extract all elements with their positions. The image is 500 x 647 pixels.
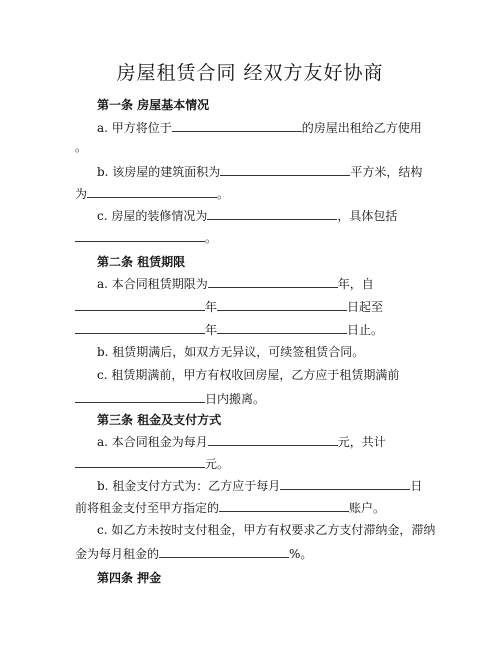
clause-text: 金为每月租金的 [75, 547, 160, 561]
fill-blank-address[interactable] [172, 120, 302, 132]
clause-text: a. 本合同租赁期限为 [97, 277, 208, 291]
clause-text: 前将租金支付至甲方指定的 [75, 501, 220, 515]
article-3-clause-b [97, 478, 422, 493]
fill-blank-monthly-rent[interactable] [208, 434, 338, 446]
clause-text: c. 租赁期满前，甲方有权收回房屋，乙方应于租赁期满前 [97, 368, 400, 382]
clause-text: a. 本合同租金为每月 [97, 435, 208, 449]
clause-text: 。 [217, 187, 230, 201]
fill-blank-decoration-detail[interactable] [75, 230, 205, 242]
clause-text: 日起至 [347, 300, 384, 314]
article-2-heading: 第二条 租赁期限 [97, 255, 186, 269]
article-2-clause-a [97, 276, 374, 291]
clause-text: 账户。 [349, 501, 386, 515]
fill-blank-start-date[interactable] [217, 299, 347, 311]
clause-text: c. 房屋的装修情况为 [97, 209, 208, 223]
clause-text: c. 如乙方未按时支付租金，甲方有权要求乙方支付滞纳金，滞纳 [97, 523, 436, 537]
fill-blank-start-year[interactable] [75, 299, 205, 311]
document-title: 房屋租赁合同 经双方友好协商 [116, 62, 384, 84]
clause-text: a. 甲方将位于 [97, 121, 172, 135]
article-3-clause-a-cont [75, 456, 229, 471]
clause-text: ，具体包括 [337, 209, 398, 223]
clause-text: 日 [410, 479, 423, 493]
fill-blank-move-out-days[interactable] [75, 391, 205, 403]
article-3-clause-c-cont [75, 546, 312, 561]
clause-text: b. 租赁期满后，如双方无异议，可续签租赁合同。 [97, 345, 365, 359]
clause-text: 年，自 [337, 277, 374, 291]
clause-text: 元，共计 [337, 435, 386, 449]
article-1-clause-a [97, 120, 422, 135]
clause-text: 。 [205, 231, 218, 245]
fill-blank-area[interactable] [220, 164, 350, 176]
article-4-heading: 第四条 押金 [97, 571, 162, 585]
article-2-clause-b [97, 345, 364, 359]
article-2-clause-a-start [75, 299, 383, 314]
fill-blank-payment-day[interactable] [280, 478, 410, 490]
article-3-heading: 第三条 租金及支付方式 [97, 413, 222, 427]
fill-blank-end-date[interactable] [217, 322, 347, 334]
fill-blank-term-years[interactable] [208, 276, 338, 288]
clause-text: b. 该房屋的建筑面积为 [97, 165, 221, 179]
article-2-clause-c-cont [75, 391, 265, 406]
clause-text: 的房屋出租给乙方使用 [301, 121, 422, 135]
fill-blank-late-fee-rate[interactable] [159, 546, 289, 558]
clause-text: 日内搬离。 [205, 392, 266, 406]
clause-text: 为 [75, 187, 88, 201]
fill-blank-total-rent[interactable] [75, 456, 205, 468]
article-3-clause-c [97, 523, 435, 537]
fill-blank-decoration[interactable] [207, 208, 337, 220]
article-3-clause-a [97, 434, 386, 449]
article-1-clause-b [97, 164, 422, 179]
clause-text: 平方米，结构 [350, 165, 423, 179]
fill-blank-account[interactable] [219, 500, 349, 512]
article-1-clause-c-cont [75, 230, 217, 245]
clause-text: b. 租金支付方式为：乙方应于每月 [97, 479, 281, 493]
article-2-clause-a-end [75, 322, 383, 337]
article-1-clause-c [97, 208, 397, 223]
clause-text: 。 [75, 140, 88, 154]
clause-text: 日止。 [347, 323, 384, 337]
fill-blank-end-year[interactable] [75, 322, 205, 334]
clause-text: 年 [205, 300, 218, 314]
article-3-clause-b-cont [75, 500, 385, 515]
article-1-heading: 第一条 房屋基本情况 [97, 98, 210, 112]
fill-blank-structure[interactable] [87, 186, 217, 198]
clause-text: %。 [289, 547, 313, 561]
article-1-clause-b-cont [75, 186, 229, 201]
article-2-clause-c [97, 368, 399, 382]
clause-text: 元。 [205, 457, 230, 471]
article-1-clause-a-cont [75, 140, 87, 154]
clause-text: 年 [205, 323, 218, 337]
